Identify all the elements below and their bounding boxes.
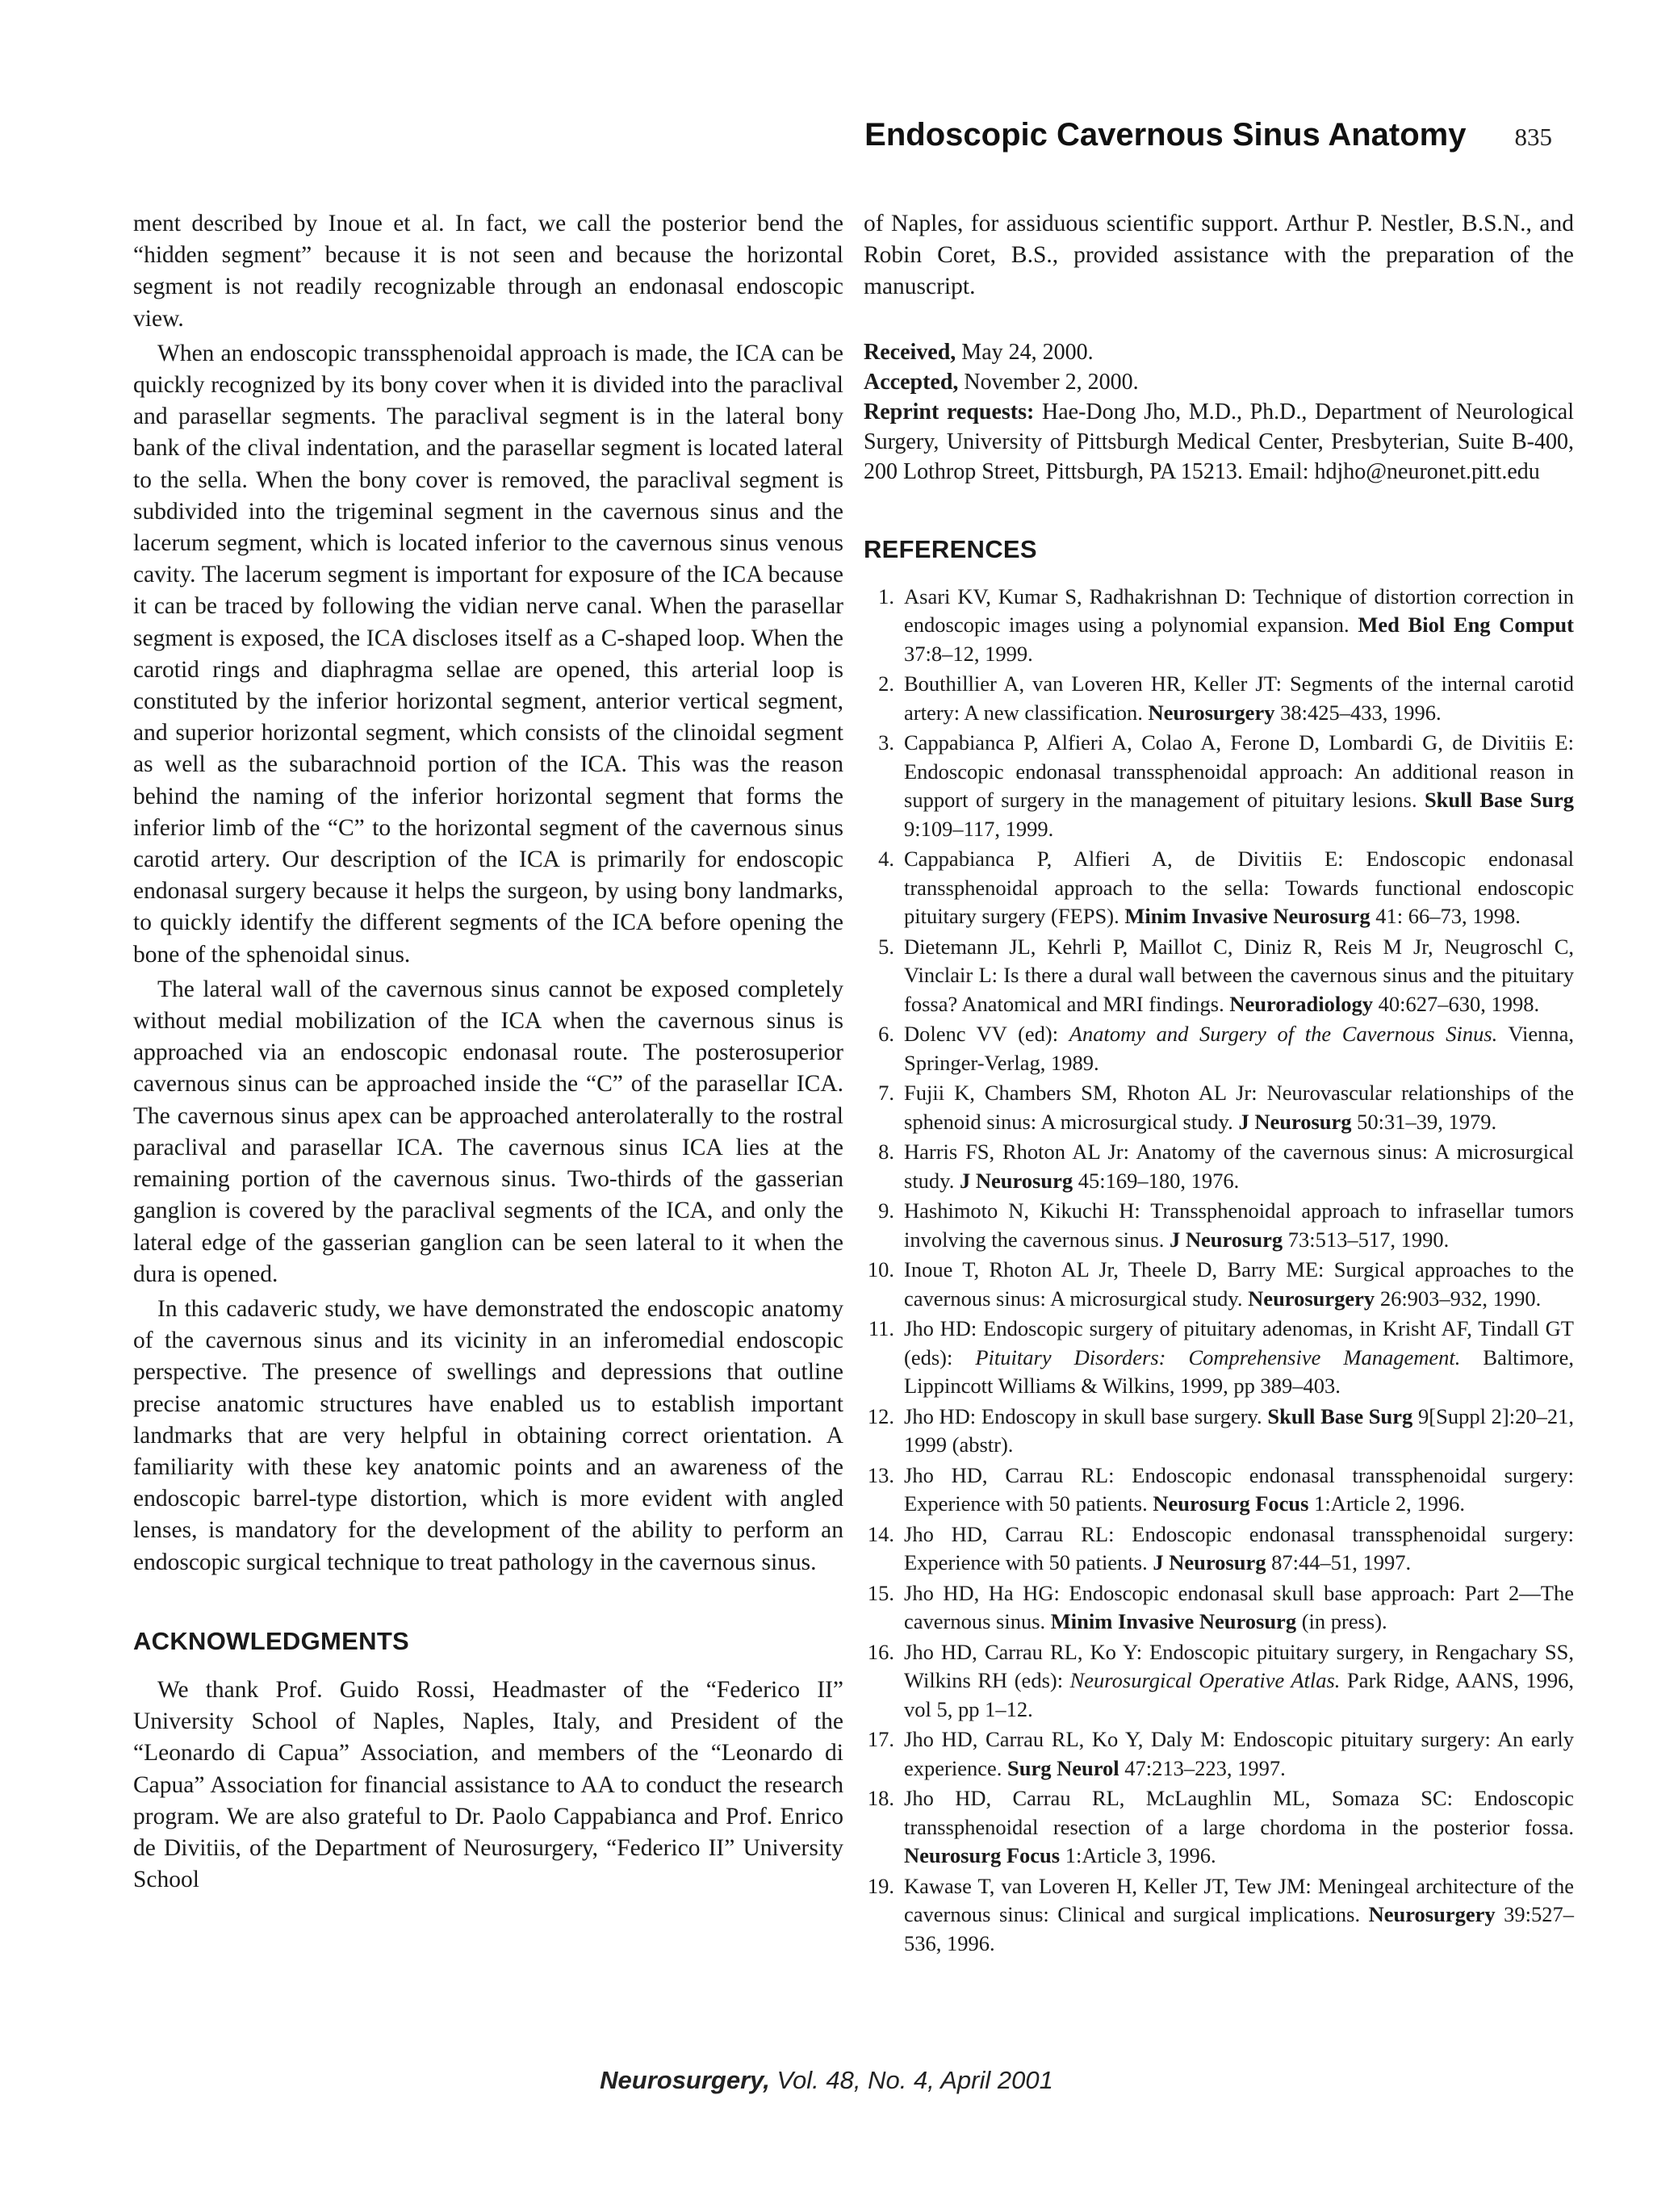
reference-item [864, 670, 1574, 727]
body-paragraph: ment described by Inoue et al. In fact, we call the posterior bend the “hidden segment” because it is not seen and because the horizontal segment is not readily recognizable through an endonasal endoscopic view. [133, 211, 843, 332]
acknowledgments-heading: ACKNOWLEDGMENTS [133, 1626, 410, 1655]
reference-number: 1. [878, 583, 894, 608]
reference-text [904, 1403, 1574, 1460]
reference-citation: Vienna, Springer-Verlag, 1989. [904, 1022, 1574, 1075]
reference-journal: Neurosurg Focus [1153, 1491, 1309, 1516]
reference-journal: Neurosurgery [1368, 1902, 1496, 1927]
received-date: May 24, 2000. [961, 339, 1094, 365]
reference-journal: Neuroradiology [1229, 991, 1373, 1016]
reference-number: 3. [878, 730, 894, 755]
reference-citation: 47:213–223, 1997. [1124, 1755, 1286, 1780]
reference-journal: Surg Neurol [1007, 1755, 1119, 1780]
reference-item [864, 1138, 1574, 1195]
reference-text [904, 845, 1574, 931]
reference-number: 11. [868, 1316, 894, 1341]
reference-item [864, 1579, 1574, 1637]
reference-authors-title: Jho HD, Carrau RL, Ko Y, Daly M: Endoscopic pituitary surgery: An early experience. [904, 1727, 1574, 1780]
acknowledgments-continued: of Naples, for assiduous scientific support. Arthur P. Nestler, B.S.N., and Robin Coret, B.S., provided assistance with the preparation of the manuscript. [864, 211, 1574, 300]
received-label: Received, [864, 339, 956, 365]
reference-authors-title: Cappabianca P, Alfieri A, Colao A, Ferone D, Lombardi G, de Divitiis E: Endoscopic endonasal transsphenoidal approach: An additional reason in support of surgery in the management of pituitary lesions. [904, 730, 1574, 813]
reference-authors-title: Dietemann JL, Kehrli P, Maillot C, Diniz R, Reis M Jr, Neugroschl C, Vinclair L: Is there a dural wall between the cavernous sinus and the pituitary fossa? Anatomical and MRI findings. [904, 934, 1574, 1016]
reference-journal: J Neurosurg [959, 1168, 1073, 1193]
reference-citation: 87:44–51, 1997. [1271, 1550, 1412, 1575]
accepted-line [864, 367, 1574, 397]
reference-text [904, 1256, 1574, 1313]
reference-authors-title: Bouthillier A, van Loveren HR, Keller JT: Segments of the internal carotid artery: A new classification. [904, 671, 1574, 725]
reference-authors-title: Jho HD: Endoscopy in skull base surgery. [904, 1403, 1262, 1428]
reference-journal: Skull Base Surg [1267, 1403, 1413, 1428]
page-number: 835 [1514, 123, 1552, 151]
reference-number: 15. [867, 1580, 894, 1605]
reprint-label: Reprint requests: [864, 399, 1035, 424]
reference-item [864, 1197, 1574, 1254]
reprint-line [864, 397, 1574, 487]
reference-journal: Neurosurgery [1148, 700, 1275, 725]
reference-text [904, 1461, 1574, 1519]
reference-number: 16. [867, 1639, 894, 1664]
body-paragraph: In this cadaveric study, we have demonstrated the endoscopic anatomy of the cavernous sinus and its vicinity in an inferomedial endoscopic perspective. The presence of swellings and depressions that outline precise anatomic structures have enabled us to establish important landmarks that are very helpful in obtaining correct orientation. A familiarity with these key anatomic points and an awareness of the endoscopic barrel-type distortion, which is more evident with angled lenses, is mandatory for the development of the ability to perform an endoscopic surgical technique to treat pathology in the cavernous sinus. [133, 1295, 843, 1575]
reference-citation: 40:627–630, 1998. [1378, 991, 1540, 1016]
reference-item [864, 1520, 1574, 1578]
body-paragraph: When an endoscopic transsphenoidal approach is made, the ICA can be quickly recognized by its bony cover when it is divided into the paraclival and parasellar segments. The paraclival segment is in the lateral bony bank of the clival indentation, and the parasellar segment is located lateral to the sella. When the bony cover is removed, the paraclival segment is subdivided into the trigeminal segment in the cavernous sinus and the lacerum segment, which is located inferior to the cavernous sinus venous cavity. The lacerum segment is important for exposure of the ICA because it can be traced by following the vidian nerve canal. When the parasellar segment is exposed, the ICA discloses itself as a C-shaped loop. When the carotid rings and diaphragma sellae are opened, this arterial loop is constituted by the inferior horizontal segment, anterior vertical segment, and superior horizontal segment, which consists of the clinoidal segment as well as the subarachnoid portion of the ICA. This was the reason behind the naming of the inferior horizontal segment that forms the inferior limb of the “C” to the horizontal segment of the cavernous sinus carotid artery. Our description of the ICA is primarily for endoscopic endonasal surgery because it helps the surgeon, by using bony landmarks, to quickly identify the different segments of the ICA before opening the bone of the sphenoidal sinus. [133, 340, 843, 968]
reference-citation: 9:109–117, 1999. [904, 816, 1054, 841]
reference-authors-title: Kawase T, van Loveren H, Keller JT, Tew JM: Meningeal architecture of the cavernous sinus: Clinical and surgical implications. [904, 1873, 1574, 1927]
reference-citation: 41: 66–73, 1998. [1375, 904, 1521, 929]
reference-book-title: Pituitary Disorders: Comprehensive Management. [975, 1344, 1461, 1369]
reference-number: 10. [867, 1257, 894, 1282]
reference-authors-title: Cappabianca P, Alfieri A, de Divitiis E: Endoscopic endonasal transsphenoidal approach to the sella: Towards functional endoscopic pituitary surgery (FEPS). [904, 847, 1574, 929]
reference-text [904, 1784, 1574, 1871]
body-paragraph: The lateral wall of the cavernous sinus cannot be exposed completely without medial mobilization of the ICA when the cavernous sinus is approached via an endoscopic endonasal route. The posterosuperior cavernous sinus can be approached inside the “C” of the parasellar ICA. The cavernous sinus apex can be approached anterolaterally to the rostral paraclival and parasellar ICA. The cavernous sinus ICA lies at the remaining portion of the cavernous sinus. Two-thirds of the gasserian ganglion is covered by the paraclival segments of the ICA, and only the lateral edge of the gasserian ganglion can be seen lateral to it when the dura is opened. [133, 976, 843, 1287]
reference-item [864, 1872, 1574, 1959]
left-column [133, 208, 843, 1896]
reference-item [864, 1461, 1574, 1519]
reference-authors-title: Jho HD: Endoscopic surgery of pituitary adenomas, in Krisht AF, Tindall GT (eds): [904, 1316, 1574, 1369]
received-line [864, 337, 1574, 367]
reference-number: 14. [867, 1521, 894, 1546]
reference-journal: Minim Invasive Neurosurg [1124, 904, 1371, 929]
reference-item [864, 933, 1574, 1019]
reference-journal: J Neurosurg [1153, 1550, 1266, 1575]
running-header [864, 117, 1552, 153]
reference-text [904, 670, 1574, 727]
reference-journal: Neurosurg Focus [904, 1843, 1061, 1868]
reference-citation: 50:31–39, 1979. [1357, 1109, 1497, 1134]
reference-number: 19. [867, 1873, 894, 1898]
reference-book-title: Neurosurgical Operative Atlas. [1069, 1668, 1341, 1693]
reference-text [904, 1638, 1574, 1725]
reference-item [864, 1784, 1574, 1871]
accepted-label: Accepted, [864, 369, 959, 395]
reference-text [904, 933, 1574, 1019]
references-heading: REFERENCES [864, 534, 1037, 563]
reference-item [864, 1725, 1574, 1783]
reference-text [904, 1020, 1574, 1077]
acknowledgments-text: We thank Prof. Guido Rossi, Headmaster of the “Federico II” University School of Naples, Naples, Italy, and President of the “Leonardo di Capua” Association, and members of the “Leonardo di Capua” Association for financial assistance to AA to conduct the research program. We are also grateful to Dr. Paolo Cappabianca and Prof. Enrico de Divitiis, of the Department of Neurosurgery, “Federico II” University School [133, 1676, 843, 1893]
footer-issue: Vol. 48, No. 4, April 2001 [776, 2066, 1053, 2094]
reference-authors-title: Fujii K, Chambers SM, Rhoton AL Jr: Neurovascular relationships of the sphenoid sinus: A microsurgical study. [904, 1081, 1574, 1134]
reference-citation: Park Ridge, AANS, 1996, vol 5, pp 1–12. [904, 1668, 1575, 1721]
reference-item [864, 583, 1574, 669]
reference-item [864, 729, 1574, 843]
reference-citation: 9[Suppl 2]:20–21, 1999 (abstr). [904, 1403, 1574, 1457]
reference-journal: Neurosurgery [1248, 1286, 1375, 1311]
reprint-text: Hae-Dong Jho, M.D., Ph.D., Department of Neurological Surgery, University of Pittsburgh Medical Center, Presbyterian, Suite B-400, 200 Lothrop Street, Pittsburgh, PA 15213. Email: hdjho@neuronet.pitt.edu [864, 399, 1574, 484]
reference-authors-title: Jho HD, Ha HG: Endoscopic endonasal skull base approach: Part 2—The cavernous sinus. [904, 1580, 1574, 1634]
reference-number: 6. [878, 1022, 894, 1047]
reference-item [864, 1020, 1574, 1077]
reference-authors-title: Harris FS, Rhoton AL Jr: Anatomy of the cavernous sinus: A microsurgical study. [904, 1139, 1574, 1193]
reference-citation: 73:513–517, 1990. [1287, 1227, 1450, 1252]
reference-citation: Baltimore, Lippincott Williams & Wilkins, 1999, pp 389–403. [904, 1344, 1575, 1399]
reference-book-title: Anatomy and Surgery of the Cavernous Sinus. [1069, 1022, 1498, 1047]
reference-citation: 38:425–433, 1996. [1280, 700, 1442, 725]
reference-journal: J Neurosurg [1238, 1109, 1352, 1134]
reference-number: 12. [867, 1403, 894, 1428]
reference-authors-title: Hashimoto N, Kikuchi H: Transsphenoidal approach to infrasellar tumors involving the cavernous sinus. [904, 1198, 1574, 1252]
reference-citation: 45:169–180, 1976. [1078, 1168, 1240, 1193]
reference-authors-title: Jho HD, Carrau RL, McLaughlin ML, Somaza SC: Endoscopic transsphenoidal resection of a large chordoma in the posterior fossa. [904, 1786, 1574, 1839]
reference-citation: (in press). [1301, 1609, 1387, 1634]
reference-text [904, 1197, 1574, 1254]
reference-citation: 39:527–536, 1996. [904, 1902, 1575, 1955]
reference-number: 7. [878, 1081, 894, 1106]
reference-text [904, 1079, 1574, 1136]
reference-item [864, 1256, 1574, 1313]
reference-journal: Skull Base Surg [1424, 788, 1575, 813]
reference-number: 17. [867, 1727, 894, 1752]
reference-authors-title: Dolenc VV (ed): [904, 1022, 1059, 1047]
reference-text [904, 729, 1574, 843]
right-column [864, 208, 1574, 1959]
article-meta [864, 337, 1574, 487]
reference-text [904, 1520, 1574, 1578]
reference-number: 4. [878, 847, 894, 872]
reference-item [864, 845, 1574, 931]
reference-number: 9. [878, 1198, 894, 1223]
reference-text [904, 583, 1574, 669]
reference-number: 18. [867, 1786, 894, 1811]
reference-item [864, 1315, 1574, 1401]
reference-journal: Med Biol Eng Comput [1358, 613, 1575, 638]
reference-citation: 1:Article 2, 1996. [1314, 1491, 1466, 1516]
reference-citation: 26:903–932, 1990. [1379, 1286, 1542, 1311]
reference-citation: 1:Article 3, 1996. [1065, 1843, 1216, 1868]
reference-item [864, 1403, 1574, 1460]
reference-item [864, 1638, 1574, 1725]
reference-journal: J Neurosurg [1170, 1227, 1283, 1252]
reference-text [904, 1315, 1574, 1401]
page-footer [0, 2066, 1653, 2095]
reference-text [904, 1138, 1574, 1195]
reference-number: 2. [878, 671, 894, 696]
running-title: Endoscopic Cavernous Sinus Anatomy [864, 117, 1467, 153]
reference-number: 5. [878, 934, 894, 959]
reference-journal: Minim Invasive Neurosurg [1050, 1609, 1297, 1634]
reference-authors-title: Jho HD, Carrau RL: Endoscopic endonasal transsphenoidal surgery: Experience with 50 patients. [904, 1521, 1574, 1575]
reference-text [904, 1872, 1574, 1959]
reference-authors-title: Jho HD, Carrau RL: Endoscopic endonasal transsphenoidal surgery: Experience with 50 patients. [904, 1462, 1574, 1516]
reference-number: 13. [867, 1462, 894, 1487]
reference-authors-title: Inoue T, Rhoton AL Jr, Theele D, Barry ME: Surgical approaches to the cavernous sinus: A microsurgical study. [904, 1257, 1574, 1311]
footer-journal: Neurosurgery, [600, 2066, 770, 2094]
reference-text [904, 1579, 1574, 1637]
reference-text [904, 1725, 1574, 1783]
reference-authors-title: Jho HD, Carrau RL, Ko Y: Endoscopic pituitary surgery, in Rengachary SS, Wilkins RH (eds): [904, 1639, 1574, 1693]
reference-number: 8. [878, 1139, 894, 1165]
reference-authors-title: Asari KV, Kumar S, Radhakrishnan D: Technique of distortion correction in endoscopic images using a polynomial expansion. [904, 583, 1574, 638]
reference-item [864, 1079, 1574, 1136]
references-list [864, 583, 1574, 1959]
accepted-date: November 2, 2000. [964, 369, 1139, 395]
reference-citation: 37:8–12, 1999. [904, 641, 1033, 666]
